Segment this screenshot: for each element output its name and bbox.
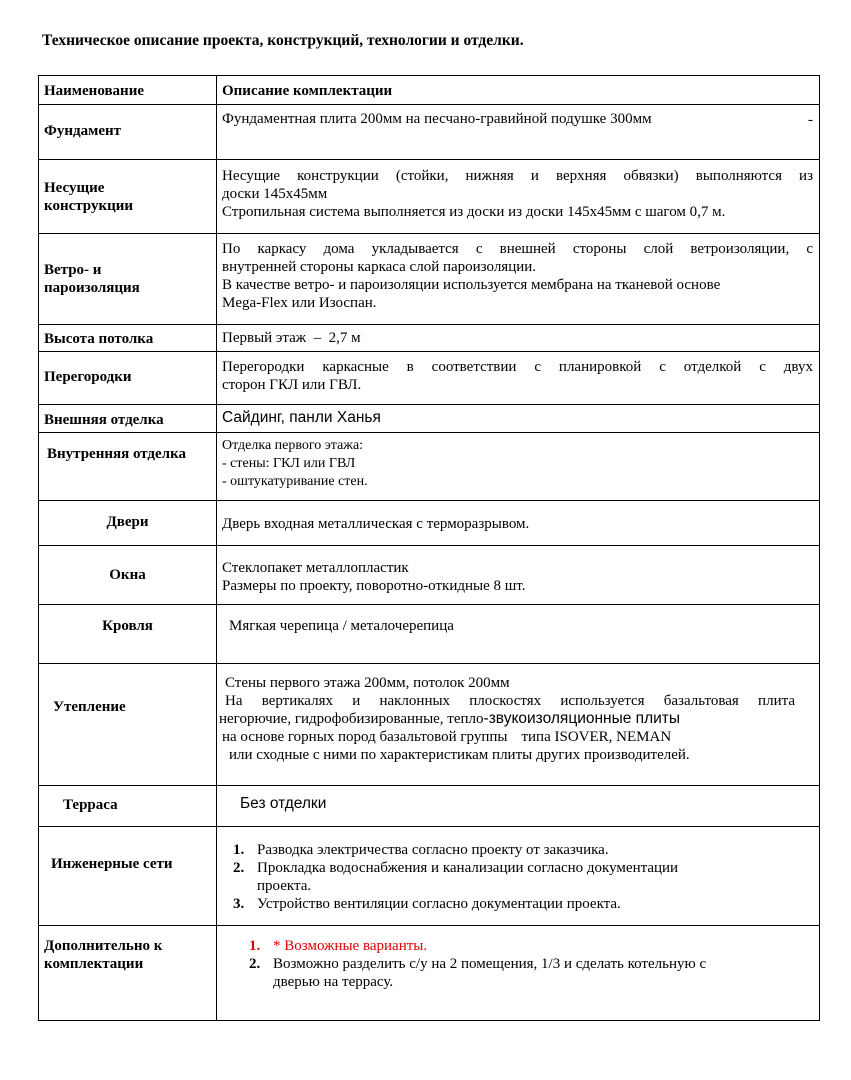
row-text: Первый этаж – 2,7 м [222, 330, 361, 346]
row-text-line2: - стены: ГКЛ или ГВЛ [222, 456, 356, 471]
row-text-line2: сторон ГКЛ или ГВЛ. [222, 377, 362, 393]
row-doors [39, 501, 820, 546]
row-name: Высота потолка [44, 331, 154, 347]
row-text-line4: Mega-Flex или Изоспан. [222, 295, 377, 311]
list-item [217, 859, 809, 895]
row-text-line3: Стропильная система выполняется из доски из доски 145х45мм с шагом 0,7 м. [222, 204, 726, 220]
row-text-line1: Отделка первого этажа: [222, 438, 364, 453]
row-text-line1: Несущие конструкции (стойки, нижняя и верхняя обвязки) выполняются из [222, 168, 813, 184]
row-text-line4b: типа ISOVER, NEMAN [521, 729, 672, 745]
row-partitions [39, 352, 820, 405]
row-name-line2: пароизоляция [44, 280, 140, 296]
row-windows [39, 546, 820, 605]
item-number: 2. [249, 956, 261, 972]
header-name: Наименование [44, 83, 144, 99]
row-name: Двери [106, 514, 149, 530]
row-text: Фундаментная плита 200мм на песчано-гравийной подушке 300мм [222, 111, 652, 127]
row-name: Фундамент [44, 123, 121, 139]
row-text-line3: - оштукатуривание стен. [222, 474, 368, 489]
item-number: 1. [249, 938, 261, 954]
row-text-line1: Перегородки каркасные в соответствии с планировкой с отделкой с двух [222, 359, 813, 375]
row-wind-vapor [39, 234, 820, 325]
row-text-line1: Стены первого этажа 200мм, потолок 200мм [225, 675, 510, 691]
row-terrace [39, 786, 820, 827]
row-load-bearing [39, 160, 820, 234]
utilities-list [217, 841, 809, 913]
item-text-line1: Прокладка водоснабжения и канализации согласно документации [257, 860, 679, 876]
item-number: 3. [233, 896, 245, 912]
row-name: Утепление [53, 699, 126, 715]
row-dash: - [808, 112, 813, 128]
row-roof [39, 605, 820, 664]
row-text-line3a: негорючие, гидрофобизированные, тепло [219, 711, 484, 727]
item-text-line1: * Возможные варианты. [273, 938, 428, 954]
row-text: Без отделки [240, 795, 327, 812]
row-foundation [39, 105, 820, 160]
row-text-line3b: -звукоизоляционные плиты [483, 710, 681, 727]
row-name-line2: комплектации [44, 956, 144, 972]
item-text-line1: Разводка электричества согласно проекту от заказчика. [257, 842, 609, 858]
row-text-line1: Стеклопакет металлопластик [222, 560, 409, 576]
row-text: Сайдинг, панли Ханья [222, 409, 381, 426]
row-name: Инженерные сети [51, 856, 173, 872]
row-text-line2: Размеры по проекту, поворотно-откидные 8 шт. [222, 578, 526, 594]
row-text-line1: По каркасу дома укладывается с внешней стороны слой ветроизоляции, с [222, 241, 813, 257]
row-name: Терраса [63, 797, 118, 813]
row-name: Окна [109, 567, 146, 583]
row-name: Перегородки [44, 369, 132, 385]
row-exterior-finish [39, 405, 820, 433]
specification-table [38, 75, 820, 1021]
list-item [217, 841, 809, 859]
row-text-line4a: на основе горных пород базальтовой группы [222, 729, 508, 745]
row-name: Внешняя отделка [44, 412, 164, 428]
list-item [217, 895, 809, 913]
row-text-line5: или сходные с ними по характеристикам плиты других производителей. [229, 747, 690, 763]
row-name: Внутренняя отделка [47, 446, 187, 462]
row-interior-finish [39, 433, 820, 501]
row-name-line1: Ветро- и [44, 262, 102, 278]
item-number: 2. [233, 860, 245, 876]
row-name-line1: Несущие [44, 180, 105, 196]
row-text-line2: На вертикалях и наклонных плоскостях используется базальтовая плита [225, 693, 795, 709]
list-item [217, 955, 809, 991]
item-text-line1: Возможно разделить с/у на 2 помещения, 1/3 и сделать котельную с [273, 956, 707, 972]
header-description: Описание комплектации [222, 83, 393, 99]
row-utilities [39, 827, 820, 926]
row-name-line2: конструкции [44, 198, 134, 214]
item-number: 1. [233, 842, 245, 858]
row-name-line1: Дополнительно к [44, 938, 163, 954]
row-insulation [39, 664, 820, 786]
row-text-line2: доски 145х45мм [222, 186, 328, 202]
row-text: Дверь входная металлическая с терморазрывом. [222, 516, 530, 532]
row-text: Мягкая черепица / металочерепица [229, 618, 454, 634]
item-text-line1: Устройство вентиляции согласно документации проекта. [257, 896, 621, 912]
table-header-row [39, 76, 820, 105]
additional-list [217, 937, 809, 991]
item-text-line2: дверью на террасу. [273, 974, 394, 990]
row-name: Кровля [102, 618, 153, 634]
item-text-line2: проекта. [257, 878, 312, 894]
list-item [217, 937, 809, 955]
row-text-line2: внутренней стороны каркаса слой пароизоляции. [222, 259, 537, 275]
document-title: Техническое описание проекта, конструкций, технологии и отделки. [42, 32, 524, 49]
row-ceiling-height [39, 325, 820, 352]
row-additional [39, 926, 820, 1021]
row-text-line3: В качестве ветро- и пароизоляции используется мембрана на тканевой основе [222, 277, 721, 293]
